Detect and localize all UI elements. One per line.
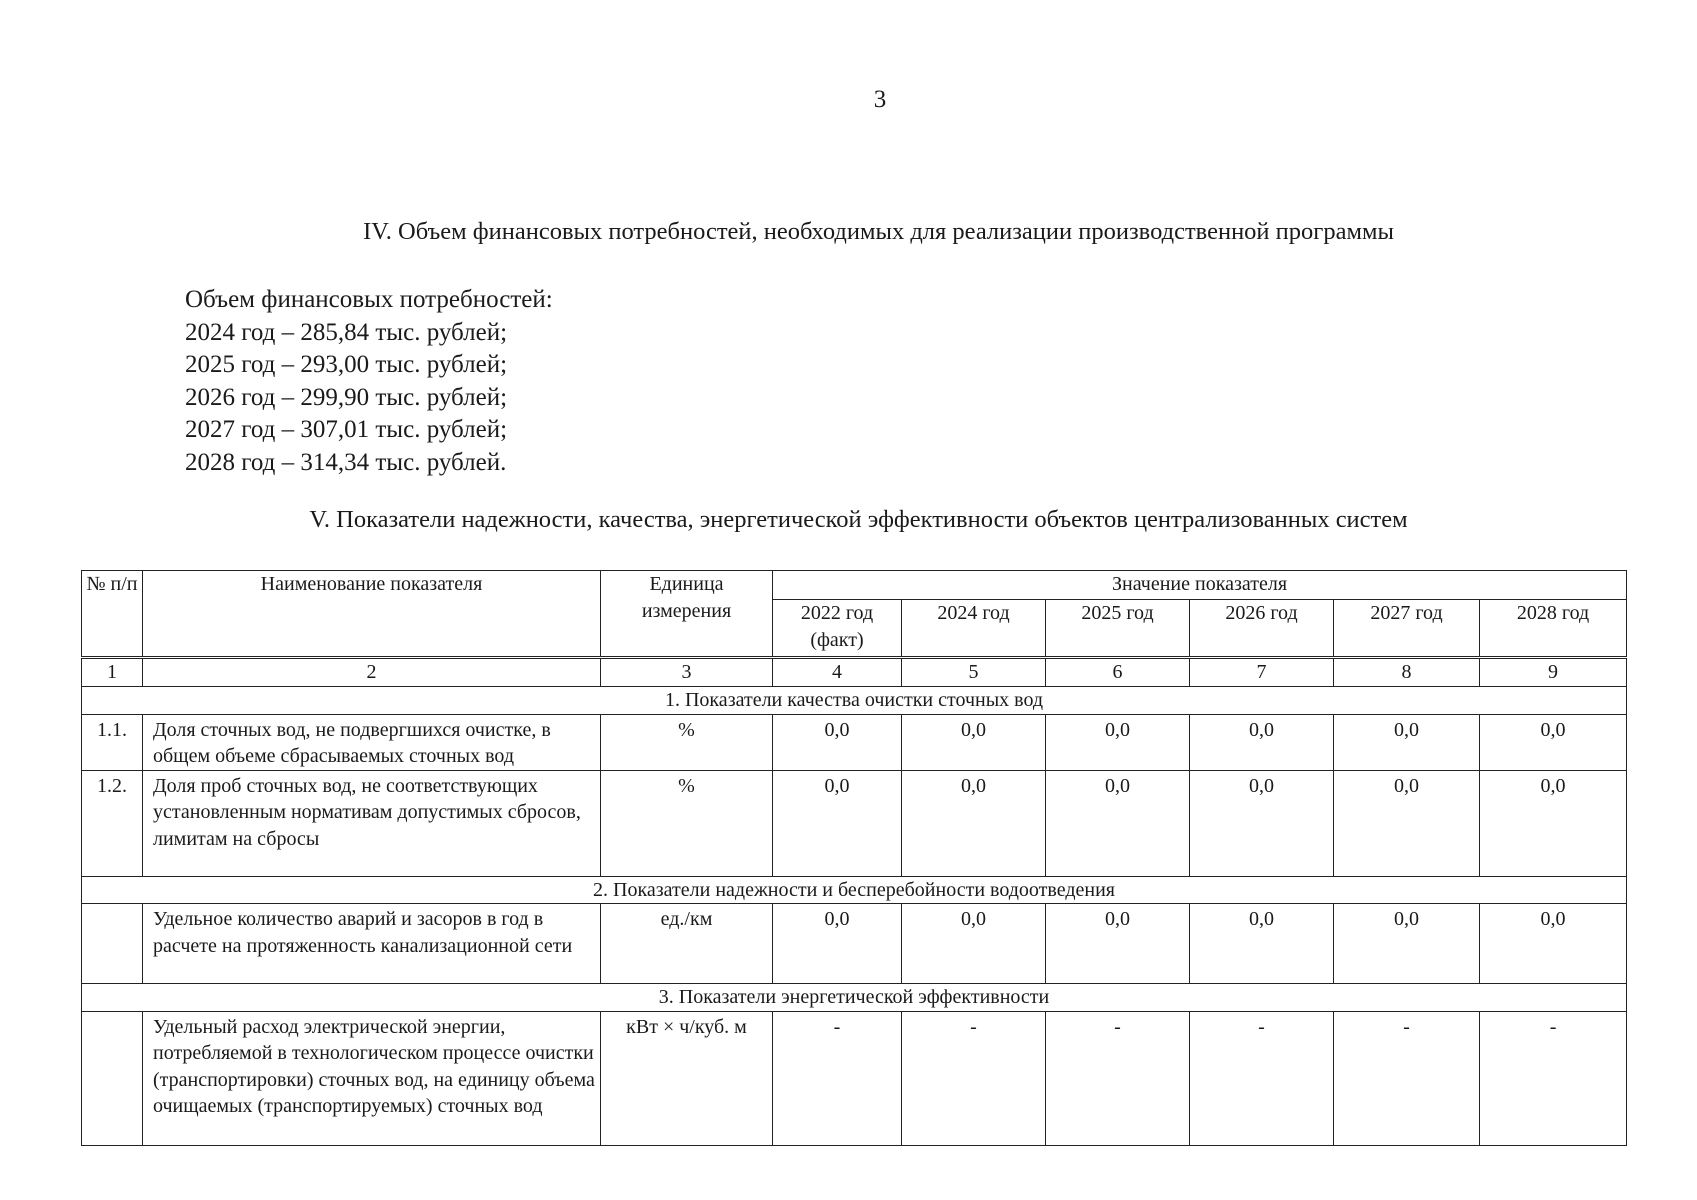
row-value: - <box>773 1011 902 1145</box>
group-title: 2. Показатели надежности и бесперебойности водоотведения <box>82 876 1627 904</box>
row-unit: % <box>601 714 773 770</box>
financial-needs-2028: 2028 год – 314,34 тыс. рублей. <box>185 448 507 476</box>
row-value: 0,0 <box>773 904 902 984</box>
section-5-title: V. Показатели надежности, качества, энергетической эффективности объектов централизованных систем <box>309 506 1408 533</box>
section-4-title: IV. Объем финансовых потребностей, необходимых для реализации производственной программы <box>363 218 1394 245</box>
row-value: 0,0 <box>902 904 1046 984</box>
group-row <box>82 876 1627 904</box>
financial-needs-block <box>185 284 553 479</box>
row-unit: ед./км <box>601 904 773 984</box>
row-value: 0,0 <box>902 770 1046 876</box>
row-unit: кВт × ч/куб. м <box>601 1011 773 1145</box>
indicators-table <box>81 570 1627 1146</box>
table-row <box>82 1011 1627 1145</box>
header-num: № п/п <box>82 571 143 658</box>
row-value: 0,0 <box>1480 904 1627 984</box>
row-value: - <box>1480 1011 1627 1145</box>
row-name: Удельное количество аварий и засоров в год в расчете на протяженность канализационной сети <box>143 904 601 984</box>
row-value: 0,0 <box>1190 770 1334 876</box>
table-row <box>82 714 1627 770</box>
row-num <box>82 904 143 984</box>
row-value: 0,0 <box>773 770 902 876</box>
group-row <box>82 984 1627 1012</box>
column-number: 1 <box>82 658 143 687</box>
financial-needs-2026: 2026 год – 299,90 тыс. рублей; <box>185 383 508 411</box>
header-year-2027: 2027 год <box>1334 600 1480 658</box>
group-row <box>82 687 1627 715</box>
group-title: 1. Показатели качества очистки сточных вод <box>82 687 1627 715</box>
row-name: Доля сточных вод, не подвергшихся очистке, в общем объеме сбрасываемых сточных вод <box>143 714 601 770</box>
financial-needs-2024: 2024 год – 285,84 тыс. рублей; <box>185 318 508 346</box>
financial-needs-2027: 2027 год – 307,01 тыс. рублей; <box>185 416 508 443</box>
row-value: - <box>902 1011 1046 1145</box>
row-value: 0,0 <box>1046 904 1190 984</box>
header-year-2024: 2024 год <box>902 600 1046 658</box>
header-unit: Единица измерения <box>601 571 773 658</box>
row-value: 0,0 <box>1480 714 1627 770</box>
row-value: 0,0 <box>773 714 902 770</box>
row-value: 0,0 <box>1046 770 1190 876</box>
row-value: 0,0 <box>1190 714 1334 770</box>
row-value: - <box>1046 1011 1190 1145</box>
column-number: 4 <box>773 658 902 687</box>
column-number: 8 <box>1334 658 1480 687</box>
header-year-2026: 2026 год <box>1190 600 1334 658</box>
financial-needs-2025: 2025 год – 293,00 тыс. рублей; <box>185 351 508 378</box>
financial-needs-heading: Объем финансовых потребностей: <box>185 286 553 313</box>
row-value: - <box>1190 1011 1334 1145</box>
column-number: 2 <box>143 658 601 687</box>
table-header-row <box>82 571 1627 600</box>
header-year-2022: 2022 год (факт) <box>773 600 902 658</box>
row-value: 0,0 <box>1334 714 1480 770</box>
column-numbers-row <box>82 658 1627 687</box>
row-num: 1.2. <box>82 770 143 876</box>
row-name: Доля проб сточных вод, не соответствующих установленным нормативам допустимых сбросов, лимитам на сбросы <box>143 770 601 876</box>
header-name: Наименование показателя <box>143 571 601 658</box>
table-row <box>82 770 1627 876</box>
row-value: - <box>1334 1011 1480 1145</box>
row-value: 0,0 <box>1334 904 1480 984</box>
row-value: 0,0 <box>1480 770 1627 876</box>
row-num: 1.1. <box>82 714 143 770</box>
group-title: 3. Показатели энергетической эффективности <box>82 984 1627 1012</box>
row-num <box>82 1011 143 1145</box>
header-value-group: Значение показателя <box>773 571 1627 600</box>
table-row <box>82 904 1627 984</box>
column-number: 5 <box>902 658 1046 687</box>
row-value: 0,0 <box>1046 714 1190 770</box>
column-number: 9 <box>1480 658 1627 687</box>
page-number: 3 <box>873 86 887 113</box>
row-value: 0,0 <box>902 714 1046 770</box>
column-number: 7 <box>1190 658 1334 687</box>
row-value: 0,0 <box>1190 904 1334 984</box>
column-number: 3 <box>601 658 773 687</box>
header-year-2028: 2028 год <box>1480 600 1627 658</box>
row-value: 0,0 <box>1334 770 1480 876</box>
row-unit: % <box>601 770 773 876</box>
header-year-2025: 2025 год <box>1046 600 1190 658</box>
row-name: Удельный расход электрической энергии, потребляемой в технологическом процессе очистки (транспортировки) сточных вод, на единицу объема очищаемых (транспортируемых) сточных вод <box>143 1011 601 1145</box>
column-number: 6 <box>1046 658 1190 687</box>
